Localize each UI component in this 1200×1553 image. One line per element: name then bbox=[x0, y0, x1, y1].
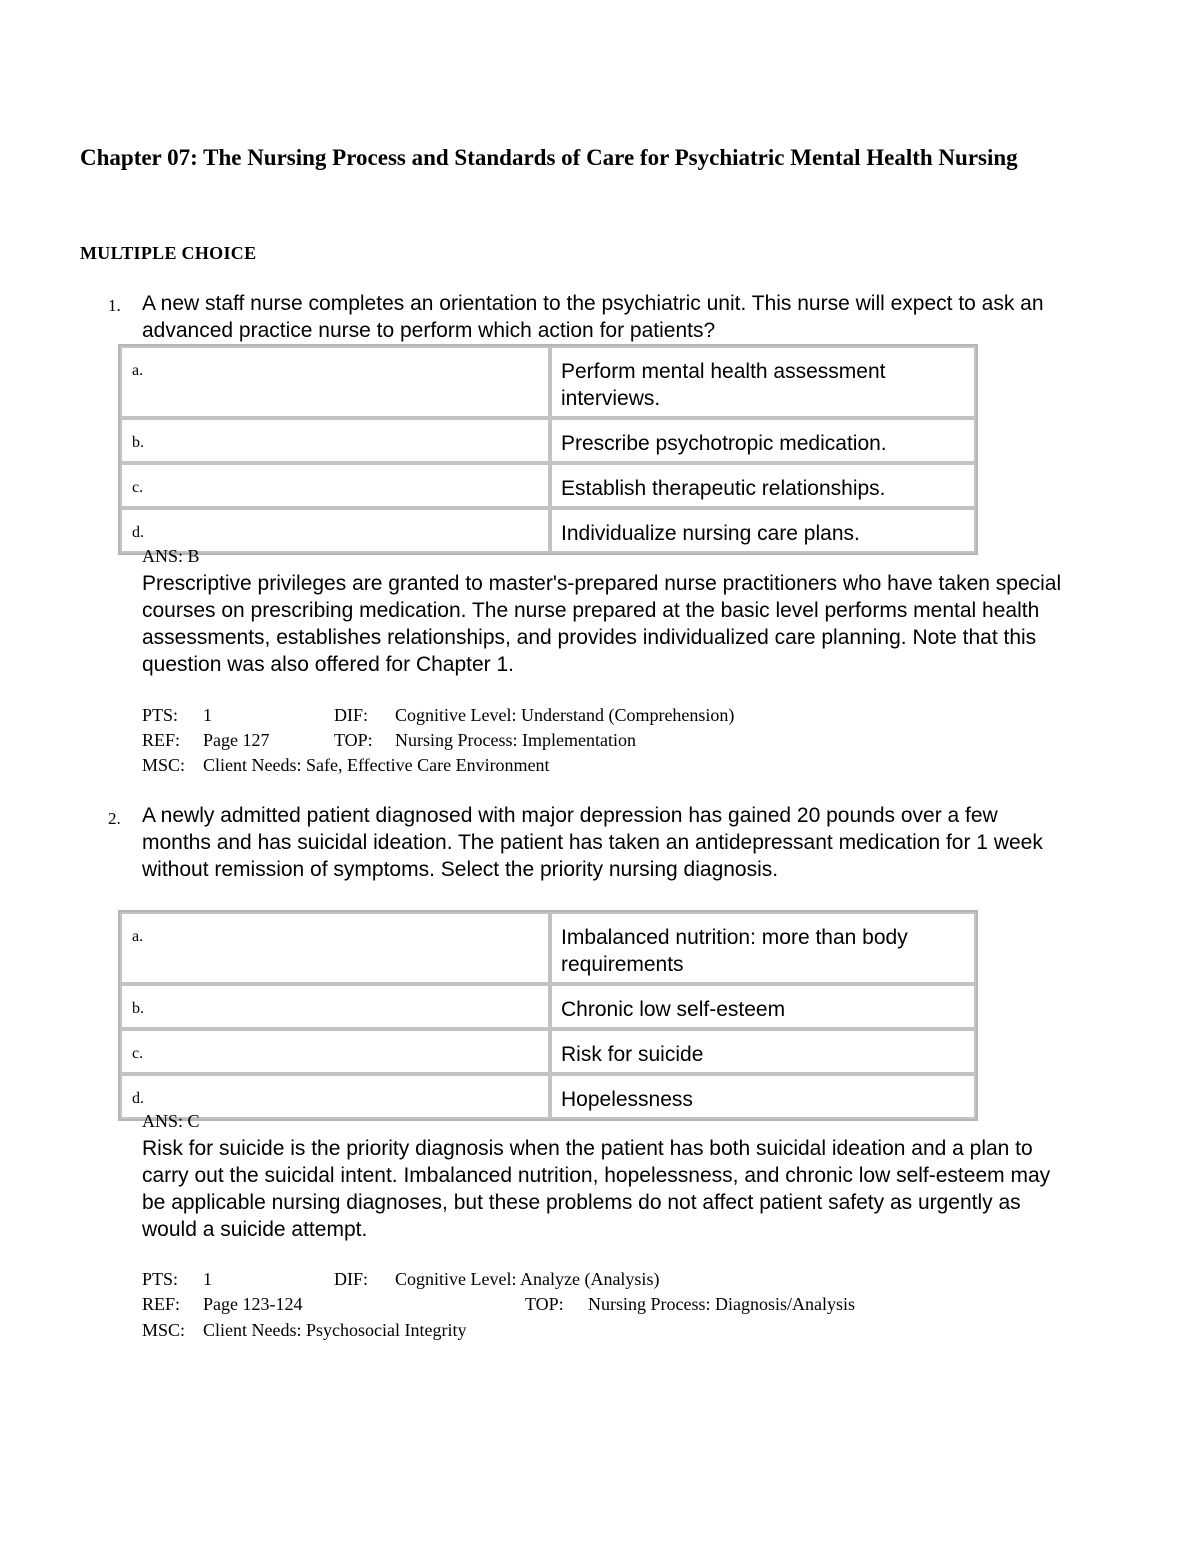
top-value: Nursing Process: Implementation bbox=[395, 730, 636, 750]
dif-label: DIF: bbox=[334, 1269, 369, 1289]
question-stem: A new staff nurse completes an orientation to the psychiatric unit. This nurse will expect to ask an advanced practice nurse to perform which action for patients? bbox=[142, 292, 1044, 342]
choice-row bbox=[120, 1029, 976, 1074]
choice-text: Individualize nursing care plans. bbox=[550, 508, 976, 553]
pts-label: PTS: bbox=[142, 705, 179, 725]
answer-key: ANS: C bbox=[142, 1111, 200, 1131]
question-number: 2. bbox=[108, 809, 121, 828]
choice-text: Chronic low self-esteem bbox=[550, 984, 976, 1029]
dif-value: Cognitive Level: Understand (Comprehension) bbox=[395, 705, 735, 725]
ref-value: Page 127 bbox=[203, 730, 270, 750]
dif-value: Cognitive Level: Analyze (Analysis) bbox=[395, 1269, 660, 1289]
choices-table bbox=[118, 344, 978, 555]
choice-letter: c. bbox=[120, 463, 550, 508]
rationale: Prescriptive privileges are granted to master's-prepared nurse practitioners who have taken special courses on prescribing medication. The nurse prepared at the basic level performs mental health assessments, establishes relationships, and provides individualized care planning. Note that this question was also offered for Chapter 1. bbox=[142, 572, 1062, 676]
choice-text: Imbalanced nutrition: more than body requirements bbox=[550, 912, 976, 984]
msc-value: Client Needs: Safe, Effective Care Environment bbox=[203, 755, 550, 775]
top-value: Nursing Process: Diagnosis/Analysis bbox=[588, 1294, 855, 1314]
choice-text: Establish therapeutic relationships. bbox=[550, 463, 976, 508]
choice-row bbox=[120, 463, 976, 508]
choice-row bbox=[120, 418, 976, 463]
choice-text: Perform mental health assessment interviews. bbox=[550, 346, 976, 418]
question-stem: A newly admitted patient diagnosed with major depression has gained 20 pounds over a few months and has suicidal ideation. The patient has taken an antidepressant medication for 1 week without remission of symptoms. Select the priority nursing diagnosis. bbox=[142, 804, 1043, 881]
chapter-title: Chapter 07: The Nursing Process and Standards of Care for Psychiatric Mental Health Nursing bbox=[80, 145, 1018, 170]
choice-letter: d. bbox=[120, 508, 550, 553]
top-label: TOP: bbox=[525, 1294, 564, 1314]
pts-label: PTS: bbox=[142, 1269, 179, 1289]
ref-value: Page 123-124 bbox=[203, 1294, 303, 1314]
msc-value: Client Needs: Psychosocial Integrity bbox=[203, 1320, 467, 1340]
choice-row bbox=[120, 508, 976, 553]
rationale: Risk for suicide is the priority diagnosis when the patient has both suicidal ideation and a plan to carry out the suicidal intent. Imbalanced nutrition, hopelessness, and chronic low self-esteem may be applicable nursing diagnoses, but these problems do not affect patient safety as urgently as would a suicide attempt. bbox=[142, 1137, 1051, 1241]
section-heading: MULTIPLE CHOICE bbox=[80, 243, 257, 263]
choice-row bbox=[120, 984, 976, 1029]
choice-letter: b. bbox=[120, 418, 550, 463]
ref-label: REF: bbox=[142, 1294, 181, 1314]
msc-label: MSC: bbox=[142, 755, 186, 775]
choice-row bbox=[120, 346, 976, 418]
choice-row bbox=[120, 1074, 976, 1119]
dif-label: DIF: bbox=[334, 705, 369, 725]
choice-letter: a. bbox=[120, 912, 550, 984]
ref-label: REF: bbox=[142, 730, 181, 750]
top-label: TOP: bbox=[334, 730, 373, 750]
choice-letter: c. bbox=[120, 1029, 550, 1074]
choice-text: Hopelessness bbox=[550, 1074, 976, 1119]
pts-value: 1 bbox=[203, 705, 212, 725]
question-number: 1. bbox=[108, 296, 121, 315]
choice-row bbox=[120, 912, 976, 984]
choice-letter: a. bbox=[120, 346, 550, 418]
choice-text: Risk for suicide bbox=[550, 1029, 976, 1074]
choice-text: Prescribe psychotropic medication. bbox=[550, 418, 976, 463]
msc-label: MSC: bbox=[142, 1320, 186, 1340]
choice-letter: b. bbox=[120, 984, 550, 1029]
choice-letter: d. bbox=[120, 1074, 550, 1119]
choices-table bbox=[118, 910, 978, 1121]
answer-key: ANS: B bbox=[142, 546, 200, 566]
pts-value: 1 bbox=[203, 1269, 212, 1289]
